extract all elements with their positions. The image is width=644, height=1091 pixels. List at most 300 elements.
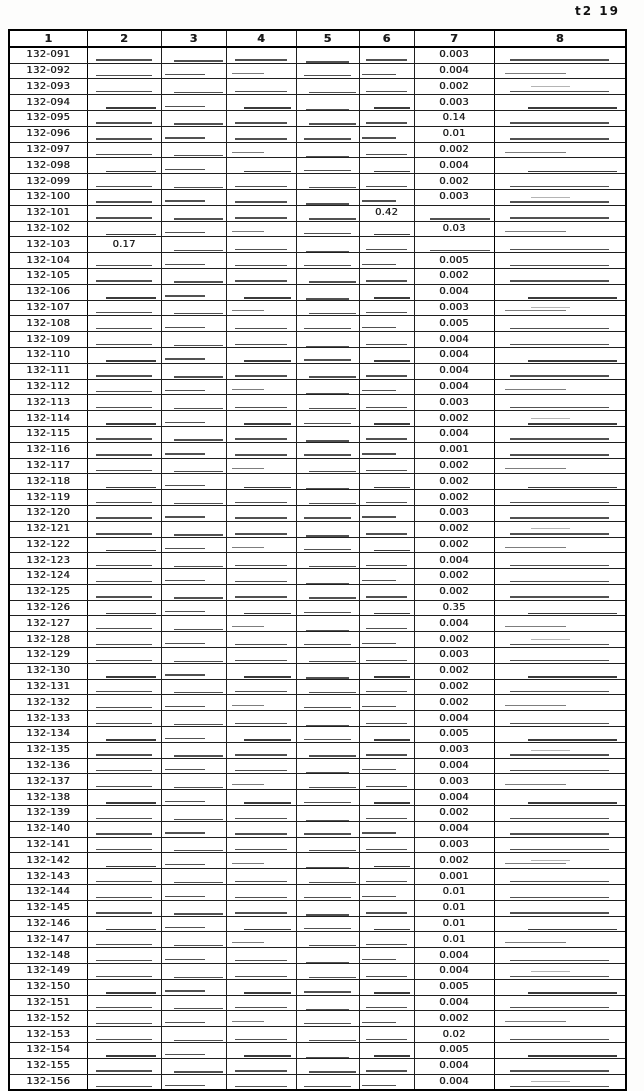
table-row: [9, 853, 626, 869]
empty-cell: [226, 790, 296, 806]
empty-cell: [494, 616, 626, 632]
empty-cell: [296, 600, 359, 616]
table-row: [9, 126, 626, 142]
table-row: [9, 505, 626, 521]
value-cell: 0.004: [414, 363, 494, 379]
empty-cell: [296, 253, 359, 269]
column-header: 4: [226, 30, 296, 47]
empty-cell: [494, 442, 626, 458]
table-row: [9, 727, 626, 743]
empty-cell: [87, 1043, 161, 1059]
empty-cell: [494, 505, 626, 521]
empty-cell: [359, 932, 414, 948]
empty-cell: [226, 537, 296, 553]
table-row: [9, 316, 626, 332]
value-cell: 0.01: [414, 916, 494, 932]
table-row: [9, 474, 626, 490]
table-row: [9, 932, 626, 948]
empty-cell: [226, 63, 296, 79]
empty-cell: [494, 521, 626, 537]
row-id-cell: 132-095: [9, 110, 87, 126]
row-id-cell: 132-113: [9, 395, 87, 411]
empty-cell: [296, 727, 359, 743]
column-header: 3: [161, 30, 226, 47]
empty-cell: [359, 900, 414, 916]
row-id-cell: 132-152: [9, 1011, 87, 1027]
table-row: [9, 569, 626, 585]
empty-cell: [161, 711, 226, 727]
value-cell: 0.004: [414, 616, 494, 632]
empty-cell: [359, 126, 414, 142]
empty-cell: [161, 174, 226, 190]
value-cell: 0.002: [414, 142, 494, 158]
row-id-cell: 132-151: [9, 995, 87, 1011]
table-row: [9, 490, 626, 506]
row-id-cell: 132-137: [9, 774, 87, 790]
empty-cell: [161, 300, 226, 316]
empty-cell: [359, 1011, 414, 1027]
empty-cell: [359, 790, 414, 806]
empty-cell: [87, 316, 161, 332]
empty-cell: [296, 458, 359, 474]
empty-cell: [359, 853, 414, 869]
empty-cell: [161, 189, 226, 205]
empty-cell: [296, 885, 359, 901]
empty-cell: [494, 221, 626, 237]
empty-cell: [87, 742, 161, 758]
empty-cell: [494, 711, 626, 727]
empty-cell: [359, 632, 414, 648]
table-row: [9, 774, 626, 790]
empty-cell: [296, 1058, 359, 1074]
empty-cell: [226, 300, 296, 316]
empty-cell: [226, 679, 296, 695]
empty-cell: [359, 95, 414, 111]
empty-cell: [359, 379, 414, 395]
empty-cell: [161, 63, 226, 79]
empty-cell: [494, 1074, 626, 1090]
empty-cell: [161, 948, 226, 964]
value-cell: 0.005: [414, 253, 494, 269]
value-cell: 0.03: [414, 221, 494, 237]
empty-cell: [161, 47, 226, 63]
row-id-cell: 132-116: [9, 442, 87, 458]
empty-cell: [494, 1043, 626, 1059]
empty-cell: [87, 411, 161, 427]
row-id-cell: 132-106: [9, 284, 87, 300]
empty-cell: [87, 790, 161, 806]
empty-cell: [87, 458, 161, 474]
empty-cell: [296, 521, 359, 537]
empty-cell: [87, 379, 161, 395]
value-cell: 0.002: [414, 695, 494, 711]
empty-cell: [494, 284, 626, 300]
row-id-cell: 132-131: [9, 679, 87, 695]
empty-cell: [87, 837, 161, 853]
empty-cell: [226, 995, 296, 1011]
empty-cell: [494, 47, 626, 63]
table-row: [9, 158, 626, 174]
empty-cell: [494, 237, 626, 253]
empty-cell: [296, 474, 359, 490]
empty-cell: [87, 442, 161, 458]
empty-cell: [87, 363, 161, 379]
empty-cell: [296, 1043, 359, 1059]
table-row: [9, 47, 626, 63]
empty-cell: [359, 474, 414, 490]
empty-cell: [161, 521, 226, 537]
row-id-cell: 132-101: [9, 205, 87, 221]
value-cell: 0.005: [414, 316, 494, 332]
empty-cell: [161, 537, 226, 553]
table-row: [9, 837, 626, 853]
table-row: [9, 63, 626, 79]
table-row: [9, 790, 626, 806]
table-row: [9, 95, 626, 111]
empty-cell: [494, 426, 626, 442]
empty-cell: [87, 126, 161, 142]
empty-cell: [494, 900, 626, 916]
value-cell: 0.002: [414, 569, 494, 585]
value-cell: 0.004: [414, 63, 494, 79]
empty-cell: [359, 442, 414, 458]
empty-cell: [226, 932, 296, 948]
row-id-cell: 132-118: [9, 474, 87, 490]
empty-cell: [161, 505, 226, 521]
empty-cell: [296, 142, 359, 158]
empty-cell: [87, 221, 161, 237]
empty-cell: [161, 221, 226, 237]
value-cell: 0.003: [414, 774, 494, 790]
empty-cell: [296, 932, 359, 948]
value-cell: 0.004: [414, 426, 494, 442]
empty-cell: [87, 268, 161, 284]
empty-cell: [161, 1011, 226, 1027]
empty-cell: [161, 995, 226, 1011]
empty-cell: [359, 395, 414, 411]
empty-cell: [494, 63, 626, 79]
table-row: [9, 458, 626, 474]
empty-cell: [359, 1043, 414, 1059]
empty-cell: [87, 553, 161, 569]
value-cell: 0.002: [414, 853, 494, 869]
value-cell: 0.004: [414, 158, 494, 174]
value-cell: 0.002: [414, 411, 494, 427]
empty-cell: [359, 916, 414, 932]
empty-cell: [161, 916, 226, 932]
empty-cell: [296, 189, 359, 205]
empty-cell: [161, 253, 226, 269]
empty-cell: [296, 553, 359, 569]
value-cell: 0.004: [414, 1058, 494, 1074]
table-row: [9, 268, 626, 284]
empty-cell: [161, 363, 226, 379]
empty-cell: [494, 1027, 626, 1043]
empty-cell: [494, 727, 626, 743]
empty-cell: [226, 979, 296, 995]
row-id-cell: 132-103: [9, 237, 87, 253]
row-id-cell: 132-117: [9, 458, 87, 474]
empty-cell: [161, 569, 226, 585]
empty-cell: [87, 900, 161, 916]
table-row: [9, 900, 626, 916]
table-row: [9, 332, 626, 348]
empty-cell: [296, 584, 359, 600]
table-row: [9, 1027, 626, 1043]
empty-cell: [296, 268, 359, 284]
value-cell: 0.003: [414, 395, 494, 411]
table-body: [9, 47, 626, 1091]
empty-cell: [414, 237, 494, 253]
empty-cell: [161, 837, 226, 853]
table-row: [9, 553, 626, 569]
empty-cell: [161, 900, 226, 916]
empty-cell: [161, 806, 226, 822]
empty-cell: [359, 332, 414, 348]
empty-cell: [161, 821, 226, 837]
empty-cell: [87, 916, 161, 932]
row-id-cell: 132-123: [9, 553, 87, 569]
empty-cell: [494, 300, 626, 316]
empty-cell: [87, 1058, 161, 1074]
empty-cell: [296, 711, 359, 727]
empty-cell: [161, 332, 226, 348]
empty-cell: [161, 395, 226, 411]
empty-cell: [359, 616, 414, 632]
table-row: [9, 916, 626, 932]
empty-cell: [161, 268, 226, 284]
empty-cell: [161, 885, 226, 901]
empty-cell: [161, 632, 226, 648]
row-id-cell: 132-114: [9, 411, 87, 427]
empty-cell: [296, 900, 359, 916]
empty-cell: [359, 63, 414, 79]
empty-cell: [87, 537, 161, 553]
empty-cell: [494, 95, 626, 111]
empty-cell: [87, 505, 161, 521]
empty-cell: [87, 679, 161, 695]
table-row: [9, 600, 626, 616]
empty-cell: [226, 948, 296, 964]
empty-cell: [226, 964, 296, 980]
empty-cell: [87, 347, 161, 363]
empty-cell: [494, 964, 626, 980]
empty-cell: [359, 695, 414, 711]
empty-cell: [359, 806, 414, 822]
empty-cell: [359, 268, 414, 284]
row-id-cell: 132-141: [9, 837, 87, 853]
page-corner-label: t2 19: [575, 4, 620, 18]
empty-cell: [161, 490, 226, 506]
empty-cell: [359, 979, 414, 995]
value-cell: 0.004: [414, 1074, 494, 1090]
empty-cell: [226, 158, 296, 174]
empty-cell: [226, 758, 296, 774]
empty-cell: [87, 142, 161, 158]
empty-cell: [226, 837, 296, 853]
empty-cell: [226, 411, 296, 427]
empty-cell: [226, 363, 296, 379]
value-cell: 0.01: [414, 126, 494, 142]
empty-cell: [359, 774, 414, 790]
empty-cell: [226, 347, 296, 363]
empty-cell: [296, 95, 359, 111]
empty-cell: [296, 332, 359, 348]
empty-cell: [161, 790, 226, 806]
empty-cell: [494, 648, 626, 664]
empty-cell: [494, 142, 626, 158]
row-id-cell: 132-105: [9, 268, 87, 284]
table-row: [9, 253, 626, 269]
empty-cell: [494, 821, 626, 837]
value-cell: 0.002: [414, 521, 494, 537]
empty-cell: [296, 995, 359, 1011]
empty-cell: [494, 995, 626, 1011]
empty-cell: [296, 853, 359, 869]
empty-cell: [161, 411, 226, 427]
empty-cell: [87, 885, 161, 901]
value-cell: 0.003: [414, 189, 494, 205]
empty-cell: [226, 126, 296, 142]
empty-cell: [359, 411, 414, 427]
table-row: [9, 363, 626, 379]
empty-cell: [226, 505, 296, 521]
empty-cell: [359, 553, 414, 569]
empty-cell: [359, 284, 414, 300]
empty-cell: [296, 63, 359, 79]
row-id-cell: 132-102: [9, 221, 87, 237]
empty-cell: [494, 379, 626, 395]
row-id-cell: 132-154: [9, 1043, 87, 1059]
value-cell: 0.003: [414, 505, 494, 521]
empty-cell: [226, 379, 296, 395]
row-id-cell: 132-122: [9, 537, 87, 553]
column-header: 5: [296, 30, 359, 47]
empty-cell: [359, 458, 414, 474]
empty-cell: [359, 758, 414, 774]
empty-cell: [87, 110, 161, 126]
empty-cell: [494, 79, 626, 95]
empty-cell: [494, 411, 626, 427]
empty-cell: [494, 742, 626, 758]
empty-cell: [296, 395, 359, 411]
empty-cell: [226, 648, 296, 664]
row-id-cell: 132-108: [9, 316, 87, 332]
empty-cell: [161, 869, 226, 885]
empty-cell: [87, 948, 161, 964]
empty-cell: [359, 221, 414, 237]
empty-cell: [226, 821, 296, 837]
empty-cell: [494, 758, 626, 774]
empty-cell: [296, 174, 359, 190]
empty-cell: [226, 1043, 296, 1059]
empty-cell: [359, 869, 414, 885]
row-id-cell: 132-111: [9, 363, 87, 379]
empty-cell: [296, 537, 359, 553]
empty-cell: [87, 79, 161, 95]
empty-cell: [161, 663, 226, 679]
empty-cell: [296, 679, 359, 695]
empty-cell: [161, 979, 226, 995]
empty-cell: [296, 790, 359, 806]
empty-cell: [161, 158, 226, 174]
empty-cell: [359, 711, 414, 727]
empty-cell: [161, 695, 226, 711]
empty-cell: [296, 979, 359, 995]
empty-cell: [161, 1074, 226, 1090]
value-cell: 0.01: [414, 932, 494, 948]
value-cell: 0.002: [414, 79, 494, 95]
row-id-cell: 132-099: [9, 174, 87, 190]
empty-cell: [494, 695, 626, 711]
value-cell: 0.005: [414, 1043, 494, 1059]
row-id-cell: 132-147: [9, 932, 87, 948]
row-id-cell: 132-120: [9, 505, 87, 521]
empty-cell: [87, 932, 161, 948]
empty-cell: [161, 442, 226, 458]
empty-cell: [87, 95, 161, 111]
value-cell: 0.004: [414, 790, 494, 806]
row-id-cell: 132-110: [9, 347, 87, 363]
value-cell: 0.17: [87, 237, 161, 253]
empty-cell: [494, 347, 626, 363]
row-id-cell: 132-124: [9, 569, 87, 585]
empty-cell: [494, 948, 626, 964]
empty-cell: [226, 1074, 296, 1090]
empty-cell: [226, 189, 296, 205]
empty-cell: [296, 1027, 359, 1043]
empty-cell: [494, 679, 626, 695]
empty-cell: [87, 1011, 161, 1027]
table-row: [9, 648, 626, 664]
table-row: [9, 758, 626, 774]
empty-cell: [226, 142, 296, 158]
table-row: [9, 1074, 626, 1090]
empty-cell: [226, 205, 296, 221]
empty-cell: [226, 916, 296, 932]
value-cell: 0.003: [414, 837, 494, 853]
data-table: [8, 29, 627, 1091]
empty-cell: [87, 869, 161, 885]
empty-cell: [296, 663, 359, 679]
table-row: [9, 616, 626, 632]
value-cell: 0.002: [414, 490, 494, 506]
empty-cell: [296, 742, 359, 758]
row-id-cell: 132-142: [9, 853, 87, 869]
empty-cell: [414, 205, 494, 221]
empty-cell: [161, 1058, 226, 1074]
column-header: 8: [494, 30, 626, 47]
empty-cell: [226, 284, 296, 300]
row-id-cell: 132-133: [9, 711, 87, 727]
empty-cell: [226, 268, 296, 284]
empty-cell: [226, 253, 296, 269]
table-row: [9, 869, 626, 885]
empty-cell: [87, 711, 161, 727]
empty-cell: [494, 584, 626, 600]
empty-cell: [87, 426, 161, 442]
empty-cell: [161, 853, 226, 869]
empty-cell: [296, 158, 359, 174]
row-id-cell: 132-107: [9, 300, 87, 316]
empty-cell: [296, 758, 359, 774]
empty-cell: [296, 284, 359, 300]
table-row: [9, 632, 626, 648]
empty-cell: [161, 347, 226, 363]
empty-cell: [494, 126, 626, 142]
empty-cell: [296, 948, 359, 964]
empty-cell: [226, 458, 296, 474]
